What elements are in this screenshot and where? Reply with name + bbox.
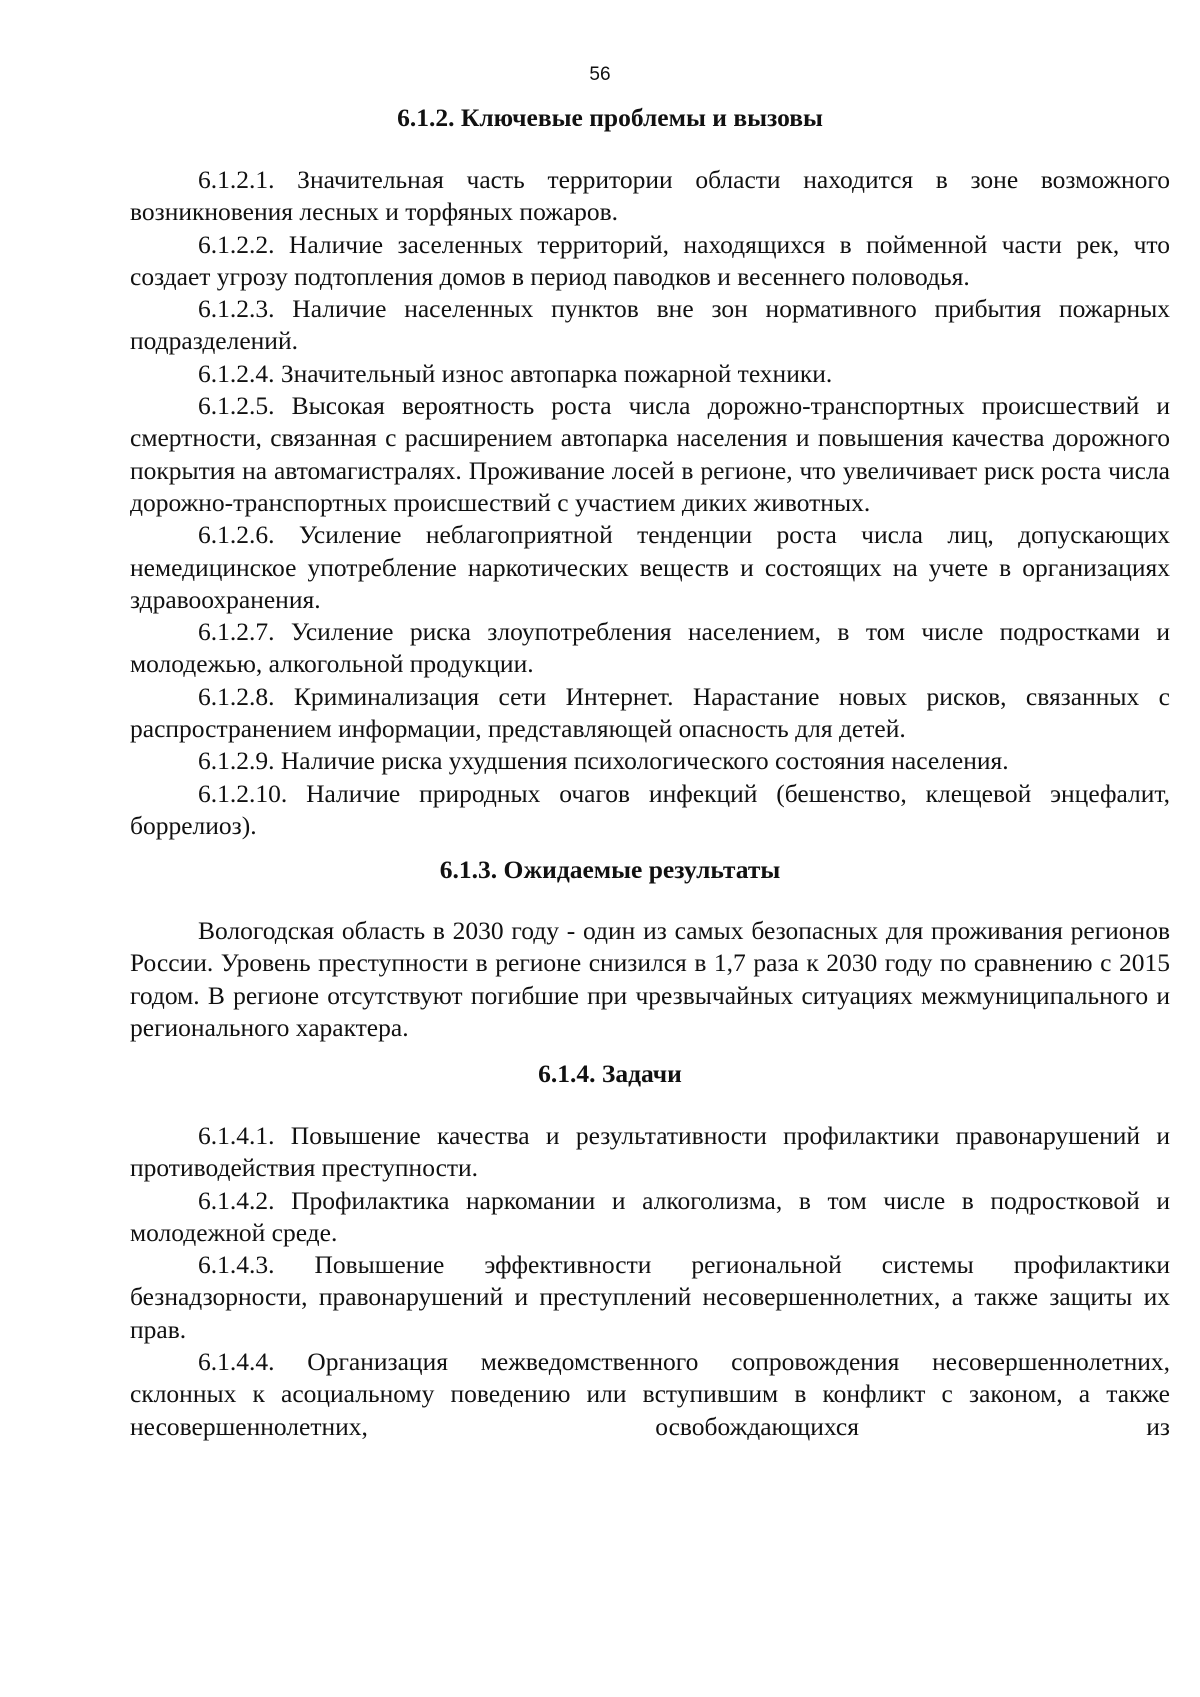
paragraph-6-1-2-2: 6.1.2.2. Наличие заселенных территорий, находящихся в пойменной части рек, что создает угрозу подтопления домов в период паводков и весеннего половодья. (130, 229, 1170, 291)
section-heading-6-1-2: 6.1.2. Ключевые проблемы и вызовы (397, 103, 823, 132)
section-heading-6-1-4: 6.1.4. Задачи (538, 1059, 682, 1088)
paragraph-6-1-2-7: 6.1.2.7. Усиление риска злоупотребления населением, в том числе подростками и молодежью, алкогольной продукции. (130, 617, 1170, 679)
paragraph-6-1-4-3: 6.1.4.3. Повышение эффективности региональной системы профилактики безнадзорности, правонарушений и преступлений несовершеннолетних, а также защиты их прав. (130, 1250, 1170, 1344)
page-number: 56 (589, 64, 611, 85)
paragraph-6-1-2-8: 6.1.2.8. Криминализация сети Интернет. Нарастание новых рисков, связанных с распространением информации, представляющей опасность для детей. (130, 681, 1170, 744)
paragraph-6-1-2-10: 6.1.2.10. Наличие природных очагов инфекций (бешенство, клещевой энцефалит, боррелиоз). (130, 778, 1170, 840)
paragraph-6-1-4-4: 6.1.4.4. Организация межведомственного сопровождения несовершеннолетних, склонных к асоциальному поведению или вступившим в конфликт с законом, а также несовершеннолетних, освобождающихся из (130, 1347, 1170, 1441)
paragraph-6-1-4-1: 6.1.4.1. Повышение качества и результативности профилактики правонарушений и противодействия преступности. (130, 1121, 1170, 1183)
section-body-6-1-3 (130, 915, 1170, 1044)
section-heading-6-1-3: 6.1.3. Ожидаемые результаты (439, 855, 781, 884)
paragraph-6-1-2-1: 6.1.2.1. Значительная часть территории области находится в зоне возможного возникновения лесных и торфяных пожаров. (130, 165, 1170, 227)
paragraph-expected-results: Вологодская область в 2030 году - один из самых безопасных для проживания регионов России. Уровень преступности в регионе снизился в 1,7 раза к 2030 году по сравнению с 2015 годом. В регионе отсутствуют погибшие при чрезвычайных ситуациях межмуниципального и регионального характера. (130, 916, 1170, 1042)
paragraph-6-1-2-5: 6.1.2.5. Высокая вероятность роста числа дорожно-транспортных происшествий и смертности, связанная с расширением автопарка населения и повышения качества дорожного покрытия на автомагистралях. Проживание лосей в регионе, что увеличивает риск роста числа дорожно-транспортных происшествий с участием диких животных. (130, 391, 1170, 517)
section-body-6-1-2 (130, 164, 1170, 842)
section-body-6-1-4 (130, 1120, 1170, 1443)
paragraph-6-1-2-4: 6.1.2.4. Значительный износ автопарка пожарной техники. (198, 358, 833, 388)
paragraph-6-1-4-2: 6.1.4.2. Профилактика наркомании и алкоголизма, в том числе в подростковой и молодежной среде. (130, 1185, 1170, 1247)
paragraph-6-1-2-3: 6.1.2.3. Наличие населенных пунктов вне зон нормативного прибытия пожарных подразделений. (130, 294, 1170, 356)
paragraph-6-1-2-9: 6.1.2.9. Наличие риска ухудшения психологического состояния населения. (198, 746, 1009, 776)
paragraph-6-1-2-6: 6.1.2.6. Усиление неблагоприятной тенденции роста числа лиц, допускающих немедицинское употребление наркотических веществ и состоящих на учете в организациях здравоохранения. (130, 520, 1170, 614)
